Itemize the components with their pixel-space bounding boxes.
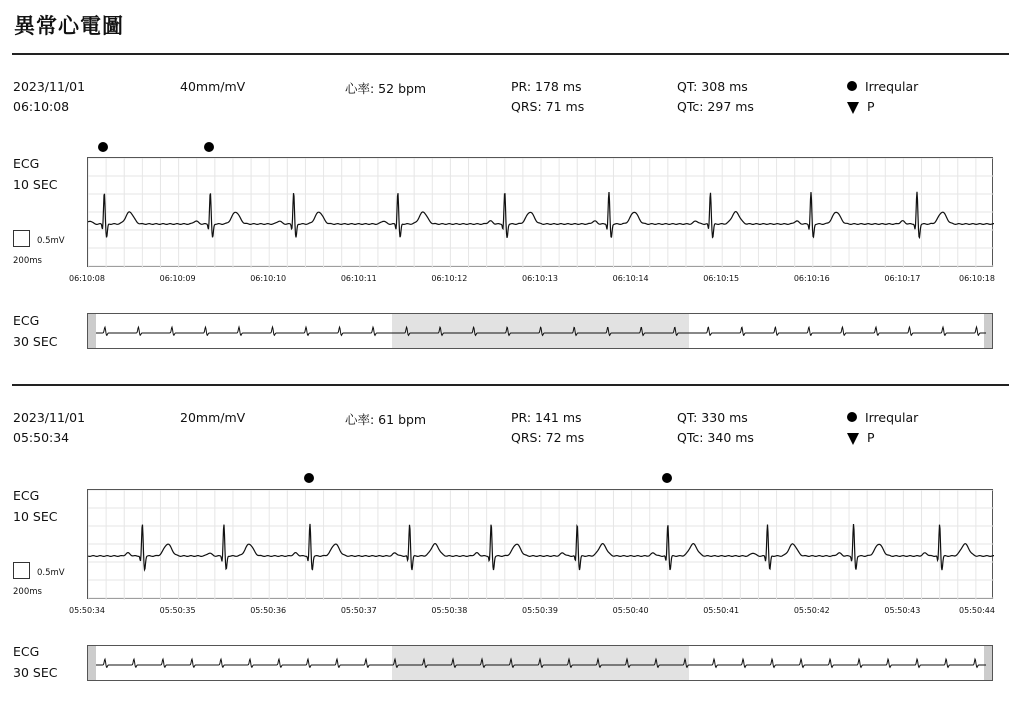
ecg-30s-strip: [87, 313, 993, 349]
irregular-dot-icon: [847, 412, 857, 422]
page-title: 異常心電圖: [14, 14, 124, 38]
ecg-waveform-svg: [88, 490, 994, 600]
x-tick-label: 06:10:08: [69, 274, 105, 283]
qtc-interval: QTc: 340 ms: [677, 430, 754, 445]
x-tick-label: 05:50:37: [340, 606, 377, 615]
qt-interval: QT: 308 ms: [677, 79, 748, 94]
heart-rate: 心率: 61 bpm: [345, 412, 427, 427]
record-date: 2023/11/01: [13, 410, 86, 425]
x-tick-label: 05:50:42: [793, 606, 830, 615]
x-tick-label: 05:50:39: [522, 606, 558, 615]
x-tick-label: 05:50:43: [884, 606, 921, 615]
calibration-ms: 200ms: [13, 587, 42, 597]
ecg-strip-svg: [88, 646, 993, 681]
p-wave-marker-icon: [847, 102, 859, 114]
legend-irregular: Irreqular: [847, 79, 918, 94]
qt-interval: QT: 330 ms: [677, 410, 748, 425]
x-tick-label: 06:10:09: [159, 274, 196, 283]
x-tick-label: 06:10:13: [522, 274, 558, 283]
x-tick-label: 05:50:38: [431, 606, 468, 615]
x-tick-label: 06:10:16: [793, 274, 830, 283]
calibration-mv: 0.5mV: [37, 568, 65, 578]
legend-p: P: [847, 430, 875, 445]
irregular-beat-marker: [204, 142, 214, 152]
x-tick-label: 06:10:18: [959, 274, 995, 283]
lead-label-30s: ECG 30 SEC: [13, 644, 58, 680]
x-tick-label: 06:10:12: [431, 274, 468, 283]
qtc-interval: QTc: 297 ms: [677, 99, 754, 114]
x-tick-label: 06:10:11: [340, 274, 377, 283]
irregular-dot-icon: [847, 81, 857, 91]
x-tick-label: 06:10:15: [703, 274, 740, 283]
ecg-30s-strip: [87, 645, 993, 681]
x-tick-label: 05:50:36: [250, 606, 287, 615]
qrs-duration: QRS: 71 ms: [511, 99, 585, 114]
irregular-beat-marker: [98, 142, 108, 152]
irregular-beat-marker: [304, 473, 314, 483]
x-tick-label: 05:50:40: [612, 606, 649, 615]
record-time: 06:10:08: [13, 99, 70, 114]
x-tick-label: 05:50:44: [959, 606, 995, 615]
ecg-10s-chart: [87, 489, 993, 599]
x-tick-label: 06:10:17: [884, 274, 921, 283]
x-tick-label: 06:10:10: [250, 274, 287, 283]
divider: [12, 53, 1009, 55]
ecg-strip-trace: [96, 327, 986, 335]
legend-p: P: [847, 99, 875, 114]
calibration-box: [13, 230, 30, 247]
x-tick-label: 05:50:34: [69, 606, 105, 615]
calibration-box: [13, 562, 30, 579]
heart-rate: 心率: 52 bpm: [345, 81, 427, 96]
lead-label-30s: ECG 30 SEC: [13, 313, 58, 349]
x-tick-label: 06:10:14: [612, 274, 649, 283]
ecg-waveform-svg: [88, 158, 994, 268]
record-time: 05:50:34: [13, 430, 70, 445]
qrs-duration: QRS: 72 ms: [511, 430, 585, 445]
lead-label-10s: ECG 10 SEC: [13, 488, 58, 524]
x-tick-label: 05:50:35: [159, 606, 196, 615]
ecg-10s-chart: [87, 157, 993, 267]
gain: 40mm/mV: [180, 79, 246, 94]
ecg-strip-trace: [96, 659, 986, 667]
irregular-beat-marker: [662, 473, 672, 483]
pr-interval: PR: 178 ms: [511, 79, 582, 94]
legend-irregular: Irreqular: [847, 410, 918, 425]
calibration-ms: 200ms: [13, 256, 42, 266]
gain: 20mm/mV: [180, 410, 246, 425]
lead-label-10s: ECG 10 SEC: [13, 156, 58, 192]
divider: [12, 384, 1009, 386]
x-tick-label: 05:50:41: [703, 606, 740, 615]
pr-interval: PR: 141 ms: [511, 410, 582, 425]
p-wave-marker-icon: [847, 433, 859, 445]
record-date: 2023/11/01: [13, 79, 86, 94]
ecg-strip-svg: [88, 314, 993, 349]
calibration-mv: 0.5mV: [37, 236, 65, 246]
